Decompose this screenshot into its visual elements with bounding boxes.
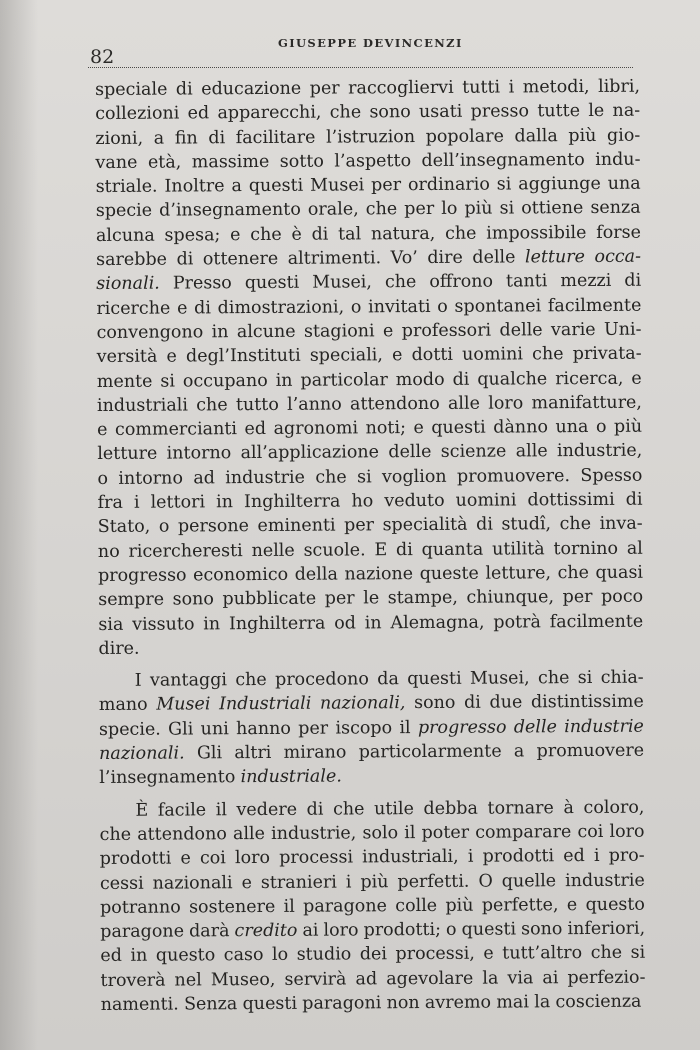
text-line: e commercianti ed agronomi noti; e questi dànno una o più	[97, 416, 643, 441]
text-line: striale. Inoltre a questi Musei per ordinario si aggiunge una	[95, 173, 641, 198]
text-line: vane età, massime sotto l’aspetto dell’insegnamento indu-	[95, 149, 641, 173]
text-line: zioni, a fin di facilitare l’istruzion popolare dalla più gio-	[95, 125, 641, 149]
paragraph	[99, 666, 645, 791]
text-line: È facile il vedere di che utile debba tornare à coloro,	[135, 797, 645, 821]
text-line: speciale di educazione per raccogliervi tutti i metodi, libri,	[95, 76, 641, 100]
text-line: Stato, o persone eminenti per specialità di studî, che inva-	[97, 514, 643, 538]
text-line: ricerche e di dimostrazioni, o invitati o spontanei facilmente	[96, 295, 642, 319]
page-header	[88, 36, 633, 70]
text-line: specie. Gli uni hanno per iscopo il progresso delle industrie	[98, 716, 644, 740]
body-text	[95, 75, 646, 1018]
running-head: GIUSEPPE DEVINCENZI	[278, 36, 463, 50]
text-line: cessi nazionali e stranieri i più perfetti. O quelle industrie	[99, 870, 645, 894]
text-line: prodotti e coi loro processi industriali, i prodotti ed i pro-	[99, 845, 645, 870]
text-line: che attendono alle industrie, solo il poter comparare coi loro	[99, 821, 645, 845]
text-line: dire.	[98, 638, 140, 659]
text-line: sempre sono pubblicate per le stampe, chiunque, per poco	[98, 586, 644, 611]
text-line: alcuna spesa; e che è di tal natura, che impossibile forse	[95, 222, 642, 246]
text-line: industriali che tutto l’anno attendono alle loro manifatture,	[96, 392, 643, 416]
text-line: mano Musei Industriali nazionali, sono di due distintissime	[98, 692, 644, 716]
text-line: letture intorno all’applicazione delle scienze alle industrie,	[97, 441, 643, 465]
text-line: collezioni ed apparecchi, che sono usati presso tutte le na-	[95, 100, 641, 125]
text-line: versità e degl’Instituti speciali, e dotti uomini che privata-	[96, 343, 642, 368]
text-line: progresso economico della nazione queste letture, che quasi	[97, 562, 644, 586]
text-line: sarebbe di ottenere altrimenti. Vo’ dire delle letture occa-	[96, 246, 642, 271]
page-number: 82	[90, 46, 115, 68]
text-line: troverà nel Museo, servirà ad agevolare la via ai perfezio-	[100, 967, 646, 991]
text-line: potranno sostenere il paragone colle più perfette, e questo	[100, 894, 646, 918]
text-line: mente si occupano in particolar modo di qualche ricerca, e	[96, 368, 642, 392]
text-line: sionali. Presso questi Musei, che offrono tanti mezzi di	[96, 271, 642, 295]
gutter-shadow	[0, 0, 38, 1050]
text-line: sia vissuto in Inghilterra od in Alemagna, potrà facilmente	[98, 611, 644, 635]
text-line: I vantaggi che procedono da questi Musei, che si chia-	[134, 667, 644, 691]
text-line: paragone darà credito ai loro prodotti; o questi sono inferiori,	[100, 918, 646, 943]
header-rule	[88, 67, 633, 68]
text-line: o intorno ad industrie che si voglion promuovere. Spesso	[97, 465, 643, 489]
text-line: namenti. Senza questi paragoni non avremo mai la coscienza	[100, 991, 642, 1015]
paragraph	[99, 795, 645, 1017]
text-line: no ricercheresti nelle scuole. E di quanta utilità tornino al	[97, 538, 643, 562]
text-line: ed in questo caso lo studio dei processi, e tutt’altro che si	[100, 943, 646, 967]
text-line: nazionali. Gli altri mirano particolarmente a promuovere	[99, 740, 645, 765]
text-line: l’insegnamento industriale.	[99, 766, 342, 789]
text-line: specie d’insegnamento orale, che per lo più si ottiene senza	[95, 198, 641, 222]
text-line: convengono in alcune stagioni e professori delle varie Uni-	[96, 319, 642, 343]
text-line: fra i lettori in Inghilterra ho veduto uomini dottissimi di	[97, 489, 643, 514]
paragraph	[95, 75, 644, 661]
